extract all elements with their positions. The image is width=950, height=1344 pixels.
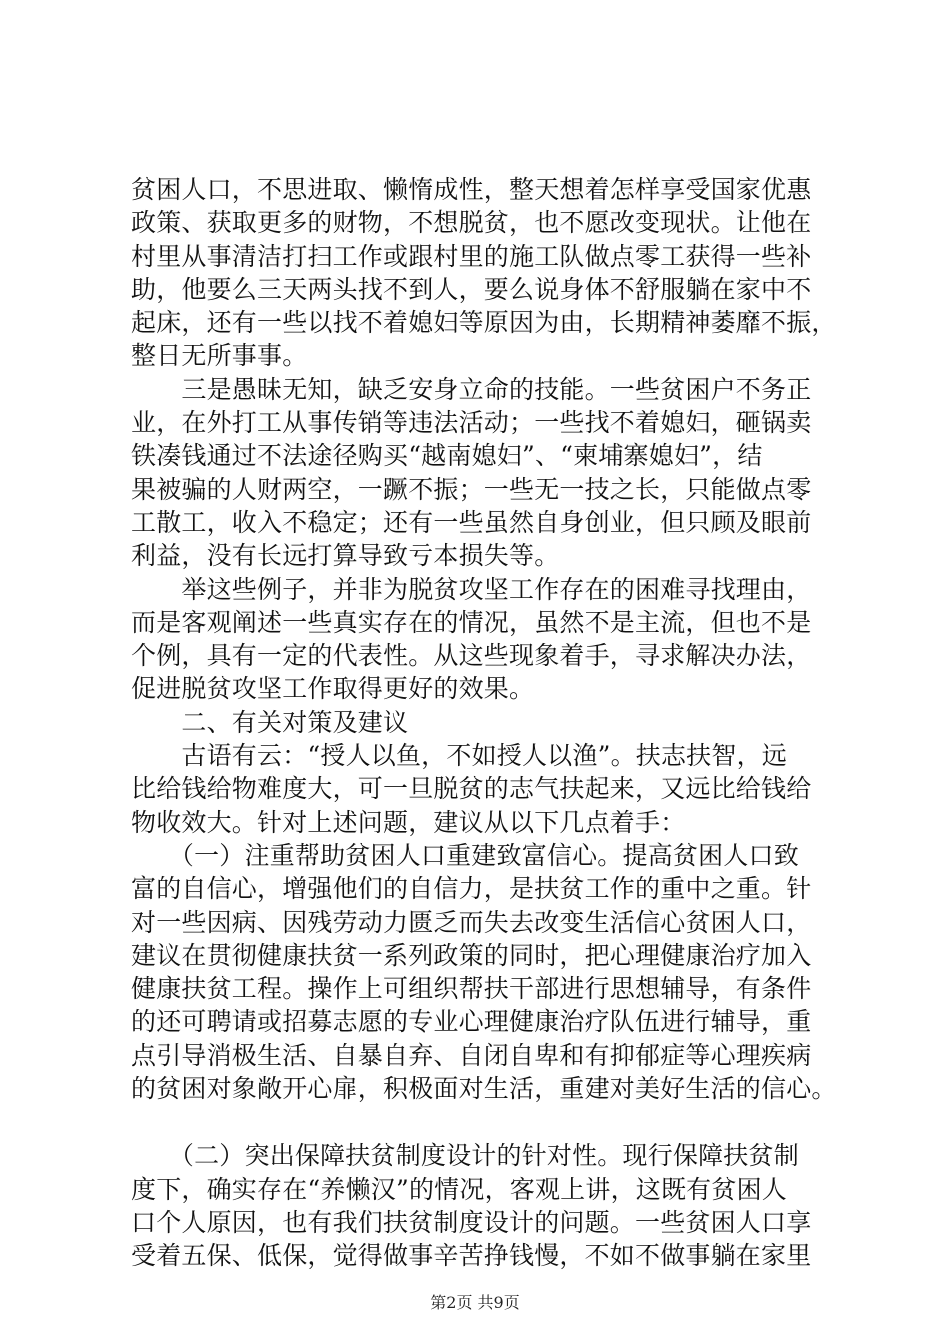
text-line: 三是愚昧无知，缺乏安身立命的技能。一些贫困户不务正 [131,374,812,404]
text-line: 而是客观阐述一些真实存在的情况，虽然不是主流，但也不是 [131,607,812,637]
paragraph-gap [131,1105,831,1139]
paragraph-group-a [131,173,837,1105]
text-line: 村里从事清洁打扫工作或跟村里的施工队做点零工获得一些补 [131,241,812,271]
text-line: 物收效大。针对上述问题，建议从以下几点着手： [131,807,686,837]
text-line: 富的自信心，增强他们的自信力，是扶贫工作的重中之重。针 [131,874,812,904]
text-line: 对一些因病、因残劳动力匮乏而失去改变生活信心贫困人口， [131,907,812,937]
page-footer: 第2页 共9页 [430,1293,520,1312]
text-line: 二、有关对策及建议 [131,707,409,737]
text-line: 工散工，收入不稳定；还有一些虽然自身创业，但只顾及眼前 [131,507,812,537]
text-line: 建议在贯彻健康扶贫一系列政策的同时，把心理健康治疗加入 [131,940,812,970]
text-line: 业，在外打工从事传销等违法活动；一些找不着媳妇，砸锅卖 [131,408,812,438]
text-line: 比给钱给物难度大，可一旦脱贫的志气扶起来，又远比给钱给 [131,774,812,804]
text-line: 度下，确实存在“养懒汉”的情况，客观上讲，这既有贫困人 [131,1174,787,1204]
text-line: 举这些例子，并非为脱贫攻坚工作存在的困难寻找理由， [131,574,812,604]
paragraph-group-b [131,1139,831,1272]
document-body [131,173,837,1273]
text-line: 健康扶贫工程。操作上可组织帮扶干部进行思想辅导，有条件 [131,974,812,1004]
text-line: 贫困人口，不思进取、懒惰成性，整天想着怎样享受国家优惠 [131,175,812,204]
text-line: 果被骗的人财两空，一蹶不振；一些无一技之长，只能做点零 [131,474,812,504]
text-line: 受着五保、低保，觉得做事辛苦挣钱慢，不如不做事躺在家里 [131,1241,812,1271]
text-line: 整日无所事事。 [131,341,308,371]
text-line: 利益，没有长远打算导致亏本损失等。 [131,541,560,571]
text-line: 古语有云：“授人以鱼，不如授人以渔”。扶志扶智，远 [131,741,787,771]
text-line: 起床，还有一些以找不着媳妇等原因为由，长期精神萎靡不振， [131,308,837,338]
text-line: 的贫困对象敞开心扉，积极面对生活，重建对美好生活的信心。 [131,1074,837,1104]
text-line: 点引导消极生活、自暴自弃、自闭自卑和有抑郁症等心理疾病 [131,1040,812,1070]
text-line: （二）突出保障扶贫制度设计的针对性。现行保障扶贫制 [131,1141,799,1171]
text-line: 助，他要么三天两头找不到人，要么说身体不舒服躺在家中不 [131,274,812,304]
text-line: 的还可聘请或招募志愿的专业心理健康治疗队伍进行辅导，重 [131,1007,812,1037]
text-line: 铁凑钱通过不法途径购买“越南媳妇”、“柬埔寨媳妇”，结 [131,441,763,471]
text-line: 促进脱贫攻坚工作取得更好的效果。 [131,674,535,704]
text-line: （一）注重帮助贫困人口重建致富信心。提高贫困人口致 [131,840,799,870]
text-line: 政策、获取更多的财物，不想脱贫，也不愿改变现状。让他在 [131,208,812,238]
text-line: 个例，具有一定的代表性。从这些现象着手，寻求解决办法， [131,641,812,671]
text-line: 口个人原因，也有我们扶贫制度设计的问题。一些贫困人口享 [131,1207,812,1237]
